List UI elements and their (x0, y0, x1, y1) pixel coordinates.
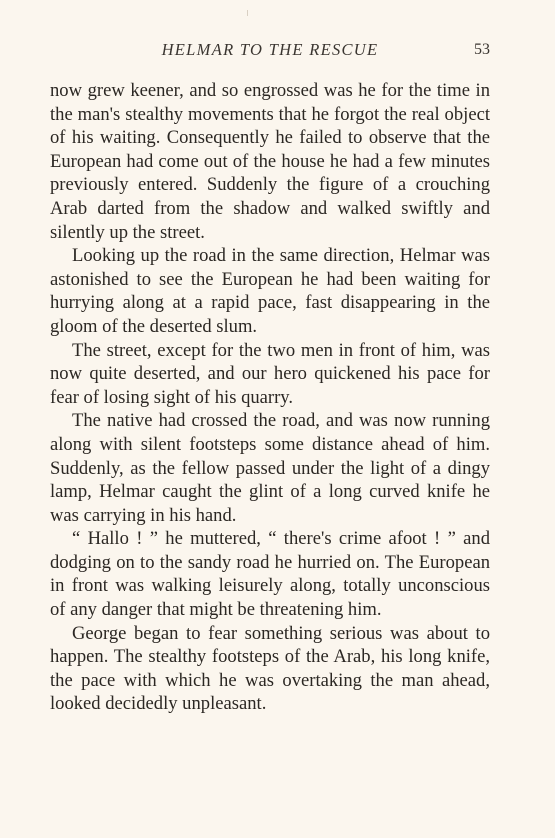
paragraph-3: The street, except for the two men in front of him, was now quite deserted, and our hero quickened his pace for fear of losing sight of his quarry. (50, 339, 490, 408)
body-text (50, 79, 490, 716)
page-number: 53 (474, 41, 490, 58)
paragraph-6: George began to fear something serious was about to happen. The stealthy footsteps of the Arab, his long knife, the pace with which he was overtaking the man ahead, looked decidedly unpleasant. (50, 622, 490, 715)
paragraph-1: now grew keener, and so engrossed was he for the time in the man's stealthy movements that he forgot the real object of his waiting. Consequently he failed to observe that the European had come out of the house he had a few minutes previously entered. Suddenly the figure of a crouching Arab darted from the shadow and walked swiftly and silently up the street. (50, 80, 490, 243)
running-head: HELMAR TO THE RESCUE (161, 40, 379, 59)
paragraph-2: Looking up the road in the same direction, Helmar was astonished to see the European he had been waiting for hurrying along at a rapid pace, fast disappearing in the gloom of the deserted slum. (50, 245, 490, 337)
paragraph-5: “ Hallo ! ” he muttered, “ there's crime afoot ! ” and dodging on to the sandy road he hurried on. The European in front was walking leisurely along, totally unconscious of any danger that might be threatening him. (50, 528, 490, 621)
page-header (50, 40, 490, 64)
paragraph-4: The native had crossed the road, and was now running along with silent footsteps some distance ahead of him. Suddenly, as the fellow passed under the light of a dingy lamp, Helmar caught the glint of a long curved knife he was carrying in his hand. (50, 410, 490, 526)
page-mark (247, 10, 248, 16)
